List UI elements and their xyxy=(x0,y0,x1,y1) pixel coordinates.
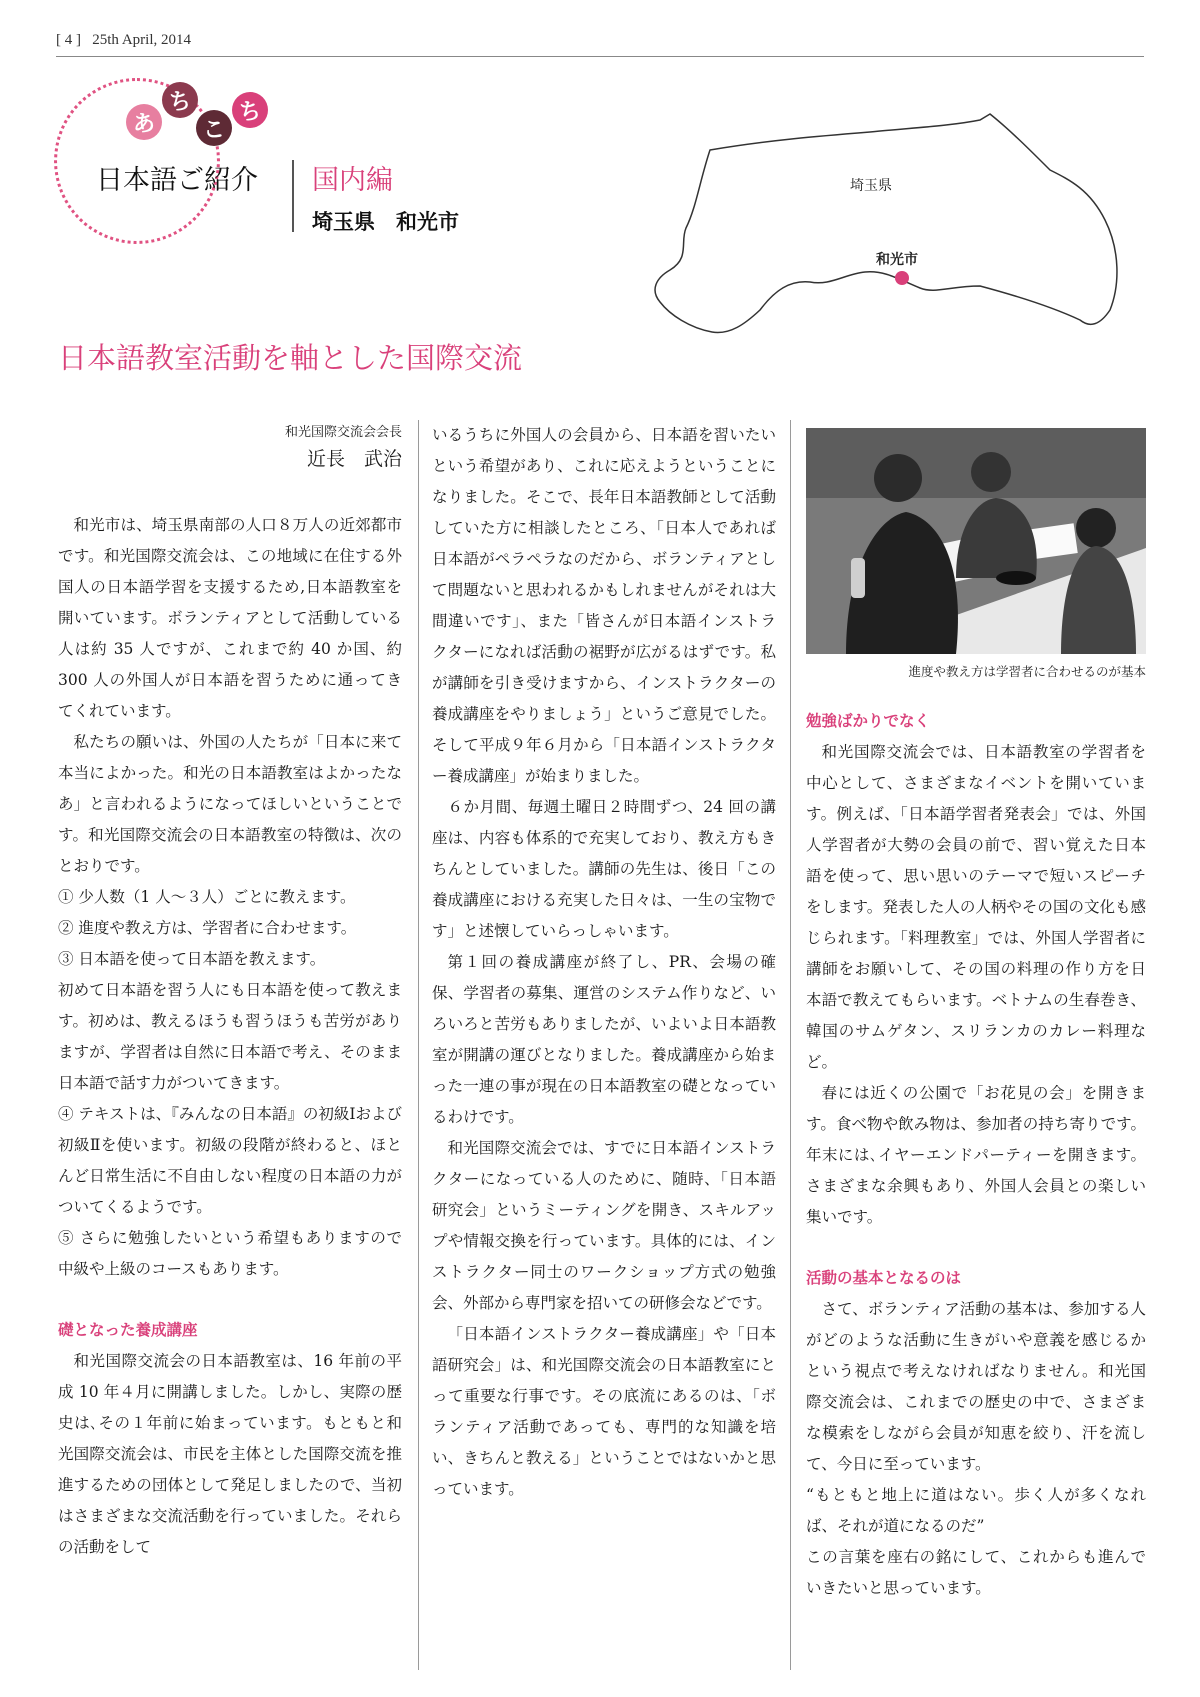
series-char-1: あ xyxy=(126,104,162,140)
paragraph: 私たちの願いは、外国の人たちが「日本に来て本当によかった。和光の日本語教室はよかったなあ」と言われるようになってほしいということです。和光国際交流会の日本語教室の特徴は、次のとおりです。 xyxy=(58,733,402,875)
classroom-photo xyxy=(806,428,1146,654)
paragraph: 春には近くの公園で「お花見の会」を開きます。食べ物や飲み物は、参加者の持ち寄りです。年末には､イヤーエンドパーティーを開きます。さまざまな余興もあり、外国人会員との楽しい集いです。 xyxy=(806,1084,1146,1226)
series-char-3: こ xyxy=(196,110,232,146)
author-name: 近長 武治 xyxy=(306,448,402,470)
article-title: 日本語教室活動を軸とした国際交流 xyxy=(58,341,523,375)
paragraph: いるうちに外国人の会員から、日本語を習いたいという希望があり、これに応えようということになりました。そこで、長年日本語教師として活動していた方に相談したところ、「日本人であれば日本語がペラペラなのだから、ボランティアとして問題ないと思われるかもしれませんがそれは大間違いです」、また「皆さんが日本語インストラクターになれば活動の裾野が広がるはずです。私が講師を引き受けますから、インストラクターの養成講座をやりましょう」というご意見でした。そして平成９年６月から「日本語インストラクター養成講座」が始まりました。 xyxy=(432,426,776,785)
paragraph: さて、ボランティア活動の基本は、参加する人がどのような活動に生きがいや意義を感じるかという視点で考えなければなりません。和光国際交流会は、これまでの歴史の中で、さまざまな模索をしながら会員が知恵を絞り、汗を流して、今日に至っています。 xyxy=(806,1300,1146,1473)
paragraph: 和光市は、埼玉県南部の人口８万人の近郊都市です。和光国際交流会は、この地域に在住する外国人の日本語学習を支援するため,日本語教室を開いています。ボランティアとして活動している人は約 35 人ですが、これまで約 40 か国、約 300 人の外国人が日本語を習うために通ってきてくれています。 xyxy=(58,516,402,720)
paragraph: ６か月間、毎週土曜日２時間ずつ、24 回の講座は、内容も体系的で充実しており、教え方もきちんとしていました。講師の先生は、後日「この養成講座における充実した日々は、一生の宝物です」と述懐していらっしゃいます。 xyxy=(432,798,776,940)
series-char-2: ち xyxy=(162,82,198,118)
photo-illustration xyxy=(806,428,1146,654)
series-title: 日本語ご紹介 xyxy=(96,165,258,196)
paragraph: 第１回の養成講座が終了し、PR、会場の確保、学習者の募集、運営のシステム作りなど、いろいろと苦労もありましたが、いよいよ日本語教室が開講の運びとなりました。養成講座から始まった一連の事が現在の日本語教室の礎となっているわけです。 xyxy=(432,953,776,1126)
city-marker xyxy=(895,271,909,285)
section-heading: 勉強ばかりでなく xyxy=(806,712,931,730)
page-number: [ 4 ] xyxy=(56,32,81,48)
series-edition: 国内編 xyxy=(312,165,393,196)
section-heading: 活動の基本となるのは xyxy=(806,1269,962,1287)
paragraph: 「日本語インストラクター養成講座」や「日本語研究会」は、和光国際交流会の日本語教室にとって重要な行事です。その底流にあるのは、「ボランティア活動であっても、専門的な知識を培い、きちんと教える」ということではないかと思っています。 xyxy=(432,1325,776,1498)
prefecture-outline xyxy=(655,114,1117,332)
column-2 xyxy=(432,420,776,1505)
list-item: ① 少人数（1 人〜３人）ごとに教えます。 xyxy=(58,888,356,906)
paragraph: 和光国際交流会の日本語教室は、16 年前の平成 10 年４月に開講しました。しかし、実際の歴史は､その１年前に始まっています。もともと和光国際交流会は、市民を主体とした国際交流を推進するための団体として発足しましたので、当初はさまざまな交流活動を行っていました。それらの活動をして xyxy=(58,1352,402,1556)
list-item: ⑤ さらに勉強したいという希望もありますので中級や上級のコースもあります。 xyxy=(58,1229,402,1278)
column-3 xyxy=(806,706,1146,1604)
column-1 xyxy=(58,420,402,1563)
list-item: ③ 日本語を使って日本語を教えます。 xyxy=(58,950,326,968)
column-rule-2 xyxy=(790,420,791,1670)
header-rule xyxy=(56,56,1144,57)
list-item: ④ テキストは、『みんなの日本語』の初級Ⅰおよび初級Ⅱを使います。初級の段階が終わると、ほとんど日常生活に不自由しない程度の日本語の力がついてくるようです。 xyxy=(58,1105,402,1216)
list-item: 初めて日本語を習う人にも日本語を使って教えます。初めは、教えるほうも習うほうも苦労がありますが、学習者は自然に日本語で考え、そのまま日本語で話す力がついてきます。 xyxy=(58,981,402,1092)
issue-date: 25th April, 2014 xyxy=(92,32,192,48)
series-char-4: ち xyxy=(232,92,268,128)
column-rule-1 xyxy=(418,420,419,1670)
section-heading: 礎となった養成講座 xyxy=(58,1321,198,1339)
paragraph: 和光国際交流会では、日本語教室の学習者を中心として、さまざまなイベントを開いています。例えば、「日本語学習者発表会」では、外国人学習者が大勢の会員の前で、習い覚えた日本語を使って、思い思いのテーマで短いスピーチをします。発表した人の人柄やその国の文化も感じられます。「料理教室」では、外国人学習者に講師をお願いして、その国の料理の作り方を日本語で教えてもらいます。ベトナムの生春巻き、韓国のサムゲタン、スリランカのカレー料理など。 xyxy=(806,743,1146,1071)
author-role: 和光国際交流会会長 xyxy=(284,425,402,440)
prefecture-map xyxy=(650,110,1130,340)
title-divider xyxy=(292,160,294,232)
series-locale: 埼玉県 和光市 xyxy=(312,210,459,234)
quote: “もともと地上に道はない。歩く人が多くなれば、それが道になるのだ” xyxy=(806,1486,1146,1535)
closing-paragraph: この言葉を座右の銘にして、これからも進んでいきたいと思っています。 xyxy=(806,1548,1146,1597)
map-prefecture-label: 埼玉県 xyxy=(850,178,892,194)
header-page-date xyxy=(56,32,191,49)
list-item: ② 進度や教え方は、学習者に合わせます。 xyxy=(58,919,357,937)
photo-caption: 進度や教え方は学習者に合わせるのが基本 xyxy=(908,664,1146,679)
paragraph: 和光国際交流会では、すでに日本語インストラクターになっている人のために、随時、「日本語研究会」というミーティングを開き、スキルアップや情報交換を行っています。具体的には、インストラクター同士のワークショップ方式の勉強会、外部から専門家を招いての研修会などです。 xyxy=(432,1139,776,1312)
map-city-label: 和光市 xyxy=(876,252,918,268)
